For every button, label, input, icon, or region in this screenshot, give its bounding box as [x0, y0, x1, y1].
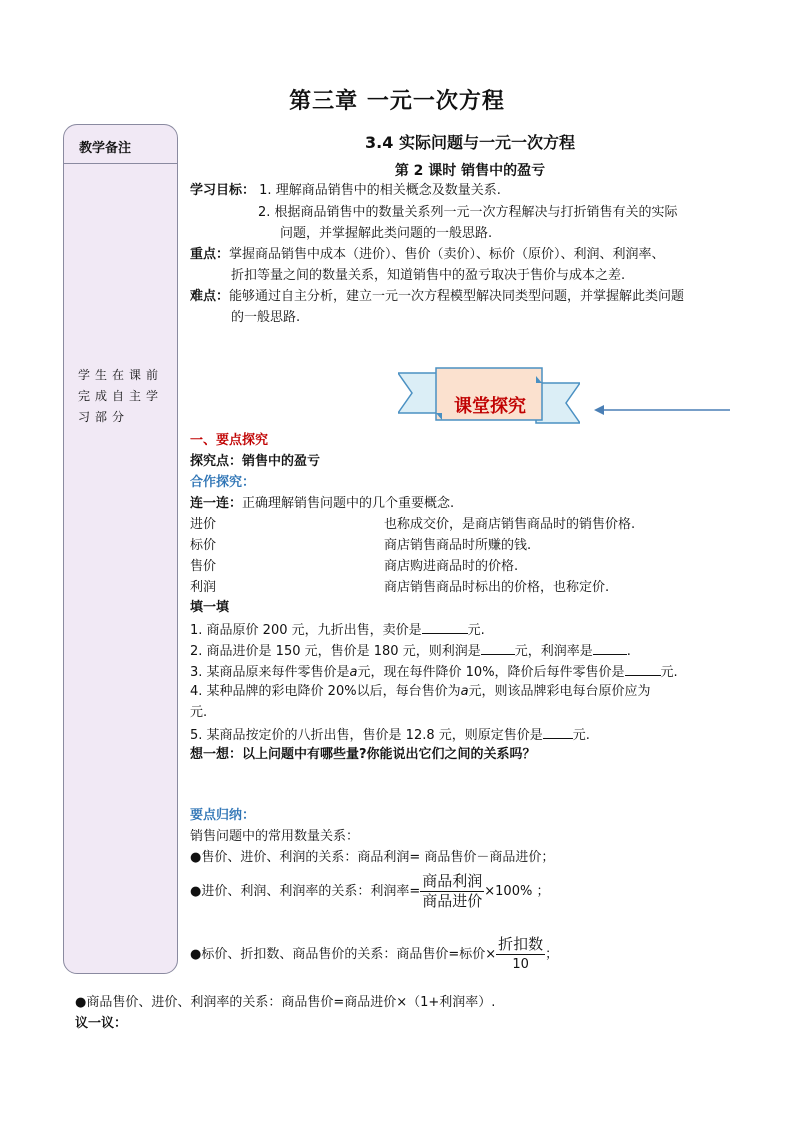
think-text: 以上问题中有哪些量?你能说出它们之间的关系吗？	[242, 747, 536, 762]
relation-profit: ●售价、进价、利润的关系：商品利润= 商品售价－商品进价；	[190, 850, 555, 865]
objective-2-cont: 问题，并掌握解此类问题的一般思路.	[280, 226, 493, 241]
objectives-label: 学习目标：	[190, 183, 256, 198]
match-intro	[190, 494, 454, 514]
section1-heading: 一、要点探究	[190, 433, 269, 448]
answer-blank	[422, 619, 468, 634]
answer-blank	[593, 640, 627, 655]
difficulty-label: 难点：	[190, 289, 230, 304]
match-term: 售价	[190, 559, 217, 574]
answer-blank	[625, 661, 661, 676]
match-definition: 商店购进商品时的价格.	[384, 559, 519, 574]
fill-question-2: 2. 商品进价是 150 元，售价是 180 元，则利润是 元，利润率是 .	[190, 640, 631, 662]
summary-intro: 销售问题中的常用数量关系：	[190, 829, 360, 844]
match-label: 连一连：	[190, 496, 243, 511]
sidebar-note: 学生在课前完成自主学习部分	[78, 368, 164, 424]
objective-1: 1. 理解商品销售中的相关概念及数量关系.	[259, 183, 501, 198]
match-term: 利润	[190, 580, 217, 595]
relation-profit-rate: ●进价、利润、利润率的关系：利润率= $\frac{\text{商品利润}}{\text{商品进价}}$ ×100% ；	[190, 872, 550, 910]
fill-heading: 填一填	[190, 600, 230, 615]
key-point-line1	[190, 245, 665, 265]
answer-blank	[543, 724, 573, 739]
match-term: 标价	[190, 538, 217, 553]
explore-point: 探究点：销售中的盈亏	[190, 454, 321, 469]
summary-heading: 要点归纳：	[190, 808, 256, 823]
objective-2: 2. 根据商品销售中的数量关系列一元一次方程解决与打折销售有关的实际	[258, 205, 678, 220]
fill-question-4: 4. 某种品牌的彩电降价 20%以后，每台售价为a元，则该品牌彩电每台原价应为	[190, 684, 651, 699]
difficulty-text2: 的一般思路.	[231, 310, 301, 325]
answer-blank	[481, 640, 515, 655]
difficulty-text1: 能够通过自主分析，建立一元一次方程模型解决同类型问题，并掌握解此类问题	[229, 289, 685, 304]
match-definition: 商店销售商品时标出的价格，也称定价.	[384, 580, 610, 595]
chapter-title: 第三章 一元一次方程	[289, 89, 505, 114]
lesson-title: 第 2 课时 销售中的盈亏	[394, 163, 546, 179]
think-label: 想一想：	[190, 747, 243, 762]
section-title: 3.4 实际问题与一元一次方程	[365, 133, 575, 152]
discount-fraction: $\frac{\text{折扣数}}{10}$	[498, 935, 544, 972]
match-term: 进价	[190, 517, 217, 532]
sidebar-header-text: 教学备注	[79, 141, 132, 156]
match-definition: 商店销售商品时所赚的钱.	[384, 538, 532, 553]
profit-rate-fraction: $\frac{\text{商品利润}}{\text{商品进价}}$	[422, 872, 483, 910]
key-point-text2: 折扣等量之间的数量关系，知道销售中的盈亏取决于售价与成本之差.	[231, 268, 626, 283]
relation-discount: ●标价、折扣数、商品售价的关系：商品售价=标价× $\frac{\text{折扣数}}{10}$ ；	[190, 935, 559, 972]
difficulty-line1	[190, 287, 684, 307]
fill-question-5: 5. 某商品按定价的八折出售，售价是 12.8 元，则原定售价是 元.	[190, 724, 590, 746]
match-intro-text: 正确理解销售问题中的几个重要概念.	[242, 496, 455, 511]
fill-question-4-cont: 元.	[190, 705, 208, 720]
fill-question-3: 3. 某商品原来每件零售价是a元，现在每件降价 10%，降价后每件零售价是 元.	[190, 661, 678, 683]
objectives-line1	[190, 181, 501, 201]
fill-question-1: 1. 商品原价 200 元，九折出售，卖价是 元.	[190, 619, 485, 641]
key-point-label: 重点：	[190, 247, 230, 262]
match-definition: 也称成交价，是商店销售商品时的销售价格.	[384, 517, 636, 532]
relation-sale-price: ●商品售价、进价、利润率的关系：商品售价=商品进价×（1+利润率）.	[75, 995, 496, 1010]
sidebar-header	[64, 125, 177, 164]
think-line	[190, 745, 536, 765]
key-point-text1: 掌握商品销售中成本（进价）、售价（卖价）、标价（原价）、利润、利润率、	[229, 247, 665, 262]
banner-text: 课堂探究	[454, 396, 526, 417]
discuss-heading: 议一议：	[75, 1016, 128, 1031]
cooperate-heading: 合作探究：	[190, 475, 256, 490]
teaching-notes-sidebar	[63, 124, 178, 974]
arrow-left-icon	[592, 402, 732, 418]
